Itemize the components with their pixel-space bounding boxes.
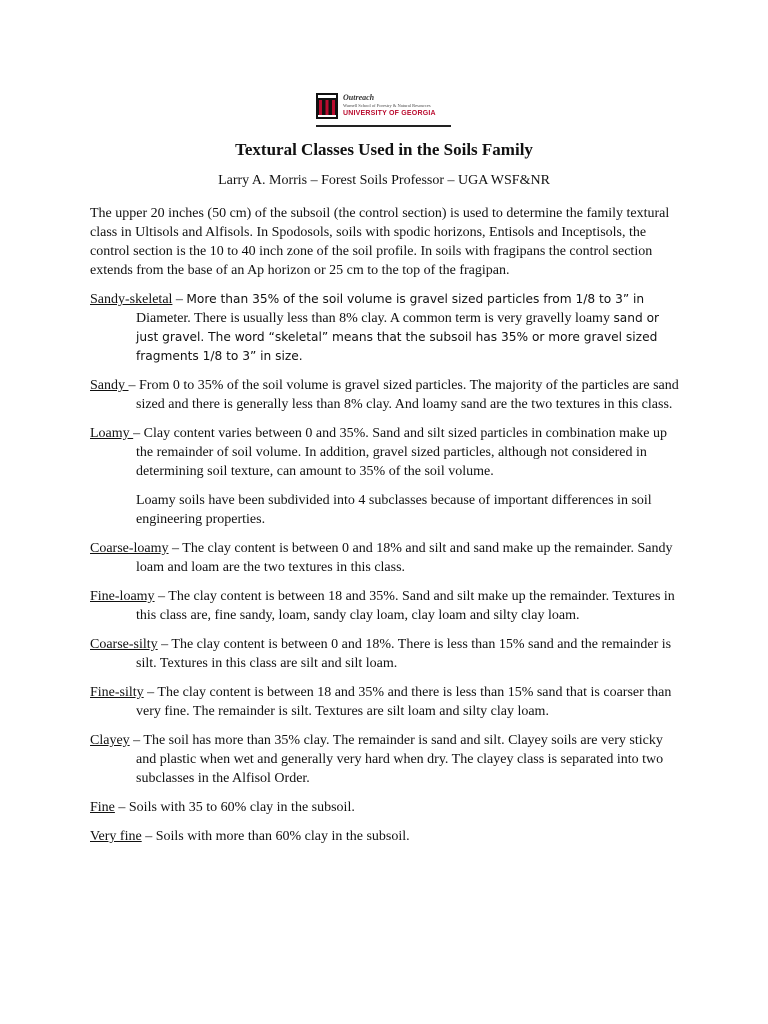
definition-text: sand or just gravel. The word “skeletal” means that the subsoil has 35% or more gravel sized fragments 1/8 to 3” in size. xyxy=(136,311,660,363)
definition-sandy-skeletal xyxy=(90,290,680,366)
definition-loamy xyxy=(90,424,680,481)
intro-paragraph: The upper 20 inches (50 cm) of the subsoil (the control section) is used to determine the family textural class in Ultisols and Alfisols. In Spodosols, soils with spodic horizons, Entisols and Inceptisols, the control section is the 10 to 40 inch zone of the soil profile. In soils with fragipans the control section extends from the base of an Ap horizon or 25 cm to the top of the fragipan. xyxy=(90,206,670,278)
definition-text: More than 35% of the soil volume is gravel sized particles from 1/8 to 3” in xyxy=(186,292,645,306)
definition-clayey xyxy=(90,731,680,788)
term-label: Clayey xyxy=(90,733,130,748)
logo-university-text: UNIVERSITY OF GEORGIA xyxy=(343,110,436,117)
term-label: Loamy xyxy=(90,426,134,441)
definition-text: – The clay content is between 18 and 35%. Sand and silt make up the remainder. Textures in this class are, fine sandy, loam, sandy clay loam, clay loam and silty clay loam. xyxy=(136,589,675,623)
logo-outreach-text: Outreach xyxy=(343,93,375,102)
term-label: Very fine xyxy=(90,829,142,844)
definition-sandy xyxy=(90,376,680,414)
definition-text: – xyxy=(172,292,187,307)
definition-text: – Soils with 35 to 60% clay in the subsoil. xyxy=(114,800,355,815)
definition-text: – From 0 to 35% of the soil volume is gravel sized particles. The majority of the particles are sand sized and there is generally less than 8% clay. And loamy sand are the two textures in this class. xyxy=(128,378,679,412)
definition-fine-loamy xyxy=(90,587,680,625)
definition-text: – Clay content varies between 0 and 35%. Sand and silt sized particles in combination make up the remainder of soil volume. In addition, gravel sized particles, although not considered in determining soil texture, can amount to 35% of the soil volume. xyxy=(133,426,667,479)
term-label: Fine xyxy=(90,800,115,815)
definition-text: Diameter. There is usually less than 8% clay. A common term is very gravelly loamy xyxy=(136,311,614,326)
definition-fine-silty xyxy=(90,683,680,721)
definition-text: – The clay content is between 0 and 18%. There is less than 15% sand and the remainder is silt. Textures in this class are silt and silt loam. xyxy=(136,637,672,671)
definition-fine xyxy=(90,798,680,817)
term-label: Coarse-loamy xyxy=(90,541,169,556)
logo-rule xyxy=(316,125,451,127)
term-label: Sandy-skeletal xyxy=(90,292,173,307)
definition-text: – The soil has more than 35% clay. The remainder is sand and silt. Clayey soils are very sticky and plastic when wet and generally very hard when dry. The clayey class is separated into two subclasses in the Alfisol Order. xyxy=(129,733,664,786)
definition-very-fine xyxy=(90,827,680,846)
term-label: Fine-silty xyxy=(90,685,144,700)
definition-text: – The clay content is between 0 and 18% and silt and sand make up the remainder. Sandy loam and loam are the two textures in this class. xyxy=(136,541,673,575)
definition-text: – Soils with more than 60% clay in the subsoil. xyxy=(141,829,410,844)
document-body xyxy=(90,204,680,856)
loamy-subclass-note: Loamy soils have been subdivided into 4 subclasses because of important differences in soil engineering properties. xyxy=(136,493,652,527)
definition-coarse-loamy xyxy=(90,539,680,577)
logo-school-text: Warnell School of Forestry & Natural Resources xyxy=(343,103,431,108)
uga-outreach-logo xyxy=(316,93,451,128)
definition-coarse-silty xyxy=(90,635,680,673)
term-label: Fine-loamy xyxy=(90,589,155,604)
document-title: Textural Classes Used in the Soils Family xyxy=(235,140,533,159)
definition-text: – The clay content is between 18 and 35% and there is less than 15% sand that is coarser than very fine. The remainder is silt. Textures are silt loam and silty clay loam. xyxy=(136,685,672,719)
term-label: Coarse-silty xyxy=(90,637,158,652)
document-author: Larry A. Morris – Forest Soils Professor – UGA WSF&NR xyxy=(218,173,550,188)
term-label: Sandy xyxy=(90,378,129,393)
uga-arch-icon xyxy=(316,93,338,119)
